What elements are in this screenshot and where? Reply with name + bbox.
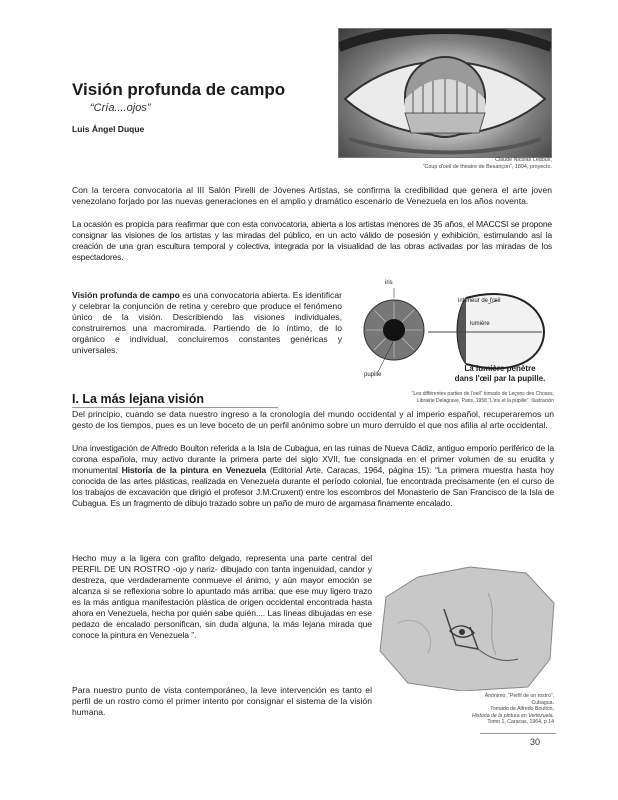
section-paragraph-3: Hecho muy a la ligera con grafito delgado, representa una parte central del PERFIL DE UN ROSTRO -ojo y nariz- dibujado con tanta ingenuidad, candor y destreza, que verdaderamente conmueve el ánimo, y aún mayor emoción se alcanza si se reflexiona sobre lo apuntado más arriba: que ese muy ligero trazo es la más antigua manifestación plástica de origen occidental encontrada hasta ahora en Venezuela, hecha por quién sabe quién.... Las líneas dibujadas en ese pedazo de encalado personifican, sin duda alguna, la más lejana mirada que conoce la pintura en Venezuela ”. [72,553,372,640]
eye-drawing [339,29,551,157]
section-paragraph-2 [72,443,554,509]
intro-paragraph-2: La ocasión es propicia para reafirmar que con esta convocatoria, abierta a los artistas menores de 35 años, el MACCSI se propone consignar las visiones de los artistas y las miradas del público, en un acto válido de posesión y exhibición, estimulando así la creación de una gran escultura temporal y colectiva, integrada por la visualidad de las obras activadas por las miradas de los espectadores. [72,219,552,262]
fragment-caption-line: Tomo 1, Caracas, 1964, p.14 [487,719,554,726]
diagram-headline [448,364,552,384]
label-pupille: pupille [364,372,382,378]
label-lumiere: lumière [470,321,490,327]
eye-caption [372,157,552,171]
eye-caption-line: Claude Nicolas Ledoux, [495,157,552,163]
article-title: Visión profunda de campo [72,80,286,99]
article-subtitle: “Cría....ojos” [90,102,151,114]
diagram-caption-line: Librairie Delagrave, Paris, 1958 “L'iris et la pupille”. Ilustración [416,398,554,404]
fragment-caption-line: Cubagua. [531,699,554,706]
paragraph-2-text-a: Una investigación de Alfredo Boulton referida a la Isla de Cubagua, en las ruinas de Nueva Cádiz, antiguo emporio periférico de la corona española, muy activo durante la primera parte del siglo XVII, fue consignada en el primer volumen de su erudita y monumental [72,443,554,475]
fragment-drawing [378,563,556,691]
diagram-caption [364,391,554,405]
eye-diagram [348,280,552,390]
page-number-rule [480,733,556,734]
vision-paragraph [72,290,342,356]
diagram-headline-line: La lumière pénètre [464,364,536,373]
paragraph-2-text-c: (Editorial Arte, Caracas, 1964, página 15): “La primera muestra hasta hoy conocida de las artes plásticas, realizada en Venezuela durante el período colonial, fue encontrada precisamente (en el curso de los trabajos de excavación que dirigió el profesor J.M.Cruxent) entre los escombros del Monasterio de San Francisco de la Isla de Cubagua. Es un fragmento de dibujo trazado sobre un paño de muro de argamasa finamente encalado. [72,465,555,508]
eye-caption-line: “Coup d'oeil de theatre de Besançon”, 1804, proyecto. [422,164,552,170]
vision-text: es una convocatoria abierta. Es identificar y celebrar la conjunción de retina y cerebro que produce el fenómeno único de la visión. Describiendo las visiones individuales, construiremos una macromirada. Partiendo de lo íntimo, de lo orgánico e individual, concluiremos constantes genéricas y universales. [72,290,342,355]
book-title: Historia de la pintura en Venezuela [121,465,267,475]
section-paragraph-4: Para nuestro punto de vista contemporáneo, la leve intervención es tanto el perfil de un rostro como el primer intento por consignar el sistema de la visión humana. [72,685,372,717]
intro-paragraph-1: Con la tercera convocatoria al III Salón Pirelli de Jóvenes Artistas, se confirma la credibilidad que genera el arte joven venezolano forjado por las nuevas generaciones en el amplio y dramático escenario de Venezuela en los años noventa. [72,185,552,206]
fragment-caption [442,693,554,726]
eye-illustration [338,28,552,158]
label-interior: intérieur de l'œil [458,298,501,304]
diagram-caption-line: “Les différentes parties de l'oeil” tomado de Leçons des Choses, [411,391,554,397]
vision-lead: Visión profunda de campo [72,290,180,300]
label-iris: iris [385,280,393,286]
section-heading: I. La más lejana visión [72,392,205,406]
article-author: Luis Ángel Duque [72,124,145,134]
fragment-caption-line: Historia de la pintura en Venezuela, [472,712,554,719]
cubagua-fragment-image [378,563,556,691]
page-number: 30 [530,737,541,747]
diagram-headline-line: dans l'œil par la pupille. [454,374,546,383]
fragment-caption-line: Tomado de Alfredo Boulton, [490,706,554,713]
section-paragraph-1: Del principio, cuando se data nuestro ingreso a la cronología del mundo occidental y al imperio español, recuperaremos un gesto de los tiempos, pues es un leve boceto de un perfil anónimo sobre un muro derruido el que nos afilia al arte occidental. [72,409,554,430]
fragment-caption-line: Anónimo, “Perfil de un rostro”, [484,693,554,699]
section-divider [72,407,278,408]
